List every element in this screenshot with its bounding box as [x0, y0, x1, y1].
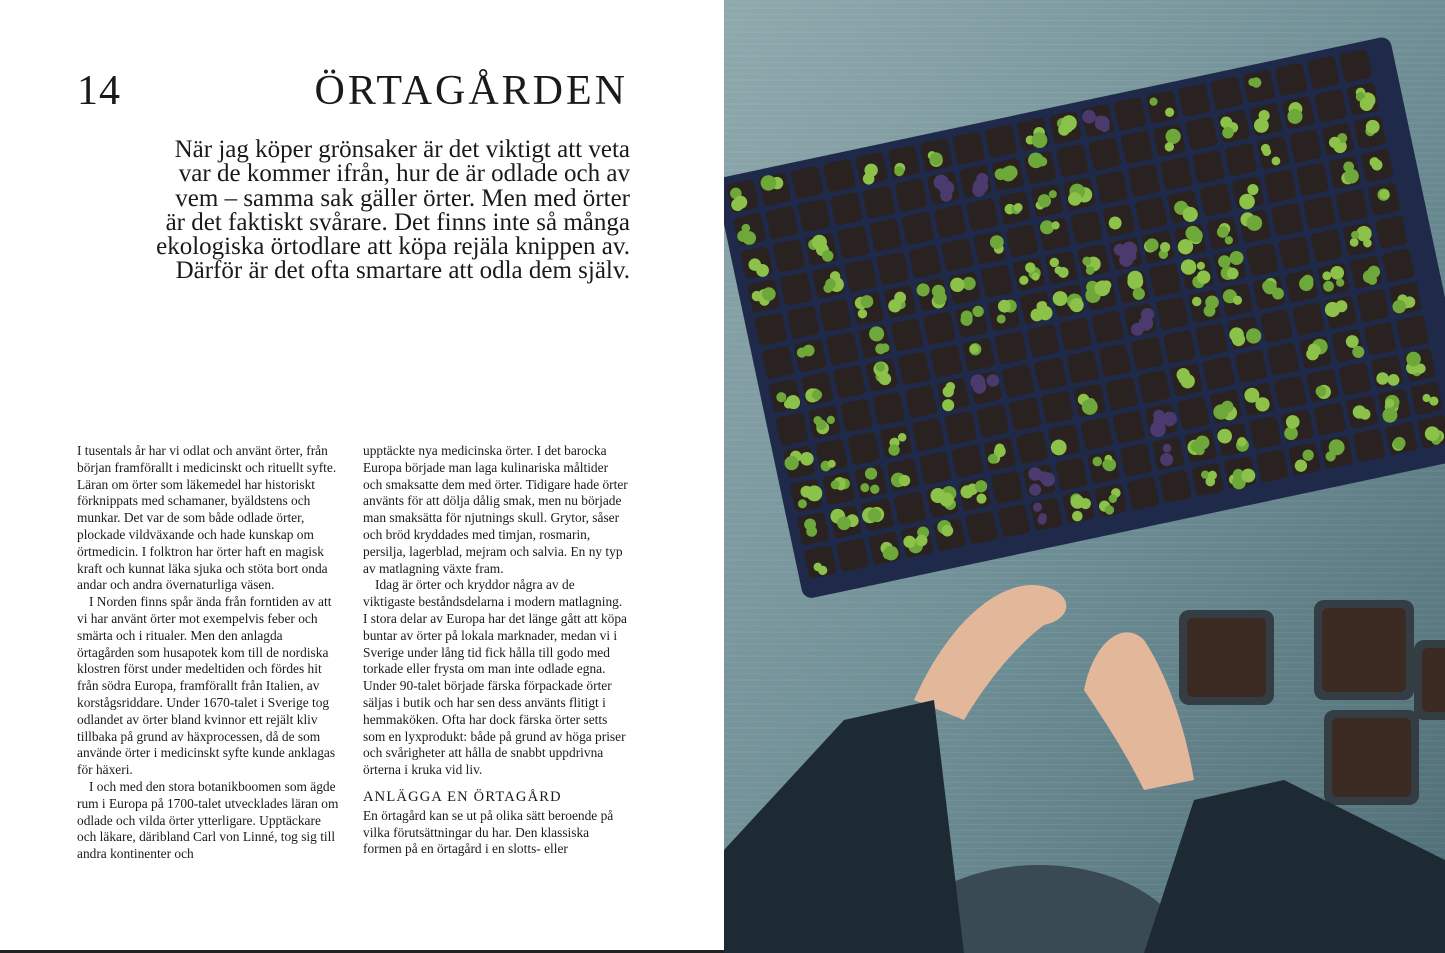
- tray-cell: [1338, 362, 1371, 396]
- tray-cell: [1027, 324, 1060, 358]
- tray-cell: [819, 298, 852, 332]
- tray-cell: [887, 145, 920, 179]
- tray-cell: [1192, 150, 1225, 184]
- chapter-title: ÖRTAGÅRDEN: [314, 68, 628, 114]
- tray-cell: [930, 344, 963, 378]
- tray-cell: [1335, 189, 1368, 223]
- tray-cell: [923, 311, 956, 345]
- tray-cell: [1289, 129, 1322, 163]
- tray-cell: [754, 312, 787, 346]
- tray-cell: [786, 305, 819, 339]
- tray-cell: [1278, 236, 1311, 270]
- tray-cell: [1303, 195, 1336, 229]
- tray-cell: [1224, 143, 1257, 177]
- tray-cell: [908, 245, 941, 279]
- tray-cell: [1008, 397, 1041, 431]
- tray-cell: [847, 431, 880, 465]
- tray-cell: [1159, 469, 1192, 503]
- tray-cell: [1041, 390, 1074, 424]
- photo-page: [724, 0, 1445, 953]
- tray-cell: [840, 398, 873, 432]
- tray-cell: [990, 470, 1023, 504]
- tray-cell: [1120, 130, 1153, 164]
- tray-cell: [1202, 356, 1235, 390]
- tray-cell: [1248, 416, 1281, 450]
- page-number: 14: [77, 68, 121, 114]
- column1-paragraph-2: I Norden finns spår ända från forntiden av att vi har använt örter mot exempelvis feber och smärta och i ritualer. Men den anlagda örtagården som husapotek kom till de nordiska klostren först under medeltiden och fördes hit från södra Europa, framförallt från Italien, av korstågsriddare. Under 1670-talet i Sverige tog odlandet av örter bland kvinnor ett rejält kliv tillbaka på grund av häxprocessen, då de som använde örter i medicinskt syfte kunde anklagas för häxeri.: [77, 594, 336, 778]
- tray-cell: [1363, 322, 1396, 356]
- tray-cell: [1127, 163, 1160, 197]
- tray-cell: [951, 444, 984, 478]
- tray-cell: [790, 165, 823, 199]
- tray-cell: [1138, 370, 1171, 404]
- tray-cell: [894, 178, 927, 212]
- tray-cell: [1160, 156, 1193, 190]
- tray-cell: [912, 418, 945, 452]
- tray-cell: [869, 218, 902, 252]
- tray-cell: [1134, 197, 1167, 231]
- tray-cell: [901, 211, 934, 245]
- tray-cell: [1260, 309, 1293, 343]
- tray-cell: [1195, 323, 1228, 357]
- tray-cell: [1149, 263, 1182, 297]
- tray-cell: [1030, 497, 1063, 531]
- tray-cell: [1066, 350, 1099, 384]
- seedling-tray-photo: [724, 0, 1445, 953]
- tray-cell: [965, 511, 998, 545]
- tray-cell: [1310, 229, 1343, 263]
- column2-paragraph-2: Idag är örter och kryddor några av de viktigaste beståndsdelarna i modern matlagning. I stora delar av Europa har det länge gått att köpa buntar av örter på lokala marknader, medan vi i Sverige under lång tid fick hålla till godo med torkade eller frysta om man inte odlade egna. Under 90-talet började färska förpackade örter säljas i butik och har sen dess använts flitigt i hemmaköken. Ofta har dock färska örter setts som en lyxprodukt: både på grund av höga priser och svårigheter att hålla de snabbt uppdrivna örterna i kruka vid liv.: [363, 577, 627, 778]
- pot-soil: [1322, 608, 1406, 692]
- tray-cell: [823, 158, 856, 192]
- tray-cell: [1199, 183, 1232, 217]
- pot-soil: [1332, 718, 1411, 797]
- tray-cell: [934, 204, 967, 238]
- tray-cell: [897, 351, 930, 385]
- column1-paragraph-3: I och med den stora botanikboomen som ägde rum i Europa på 1700-talet utvecklades läran om odlade och vilda örter ytterligare. Upptäckare och läkare, däribland Carl von Linné, tog sig till andra kontinenter och: [77, 778, 339, 862]
- tray-cell: [904, 384, 937, 418]
- tray-cell: [1112, 410, 1145, 444]
- tray-cell: [1178, 83, 1211, 117]
- tray-cell: [1292, 302, 1325, 336]
- tray-cell: [997, 504, 1030, 538]
- tray-cell: [798, 199, 831, 233]
- tray-cell: [1098, 343, 1131, 377]
- column1-paragraph-1: I tusentals år har vi odlat och använt örter, från början framförallt i medicinskt och rituellt syfte. Läran om örter som läkemedel har historiskt förknippats med schamaner, byäldstens och munkar. Det var de som både odlade örter, plockade vildväxande och hade kunskap om örtmedicin. I folktron har örter haft en magisk kraft och kunnat läka sjuka och stöta bort onda andar och andra övernaturliga väsen.: [77, 443, 337, 593]
- tray-cell: [966, 198, 999, 232]
- tray-cell: [844, 258, 877, 292]
- column2-paragraph-1: upptäckte nya medicinska örter. I det barocka Europa började man laga kulinariska måltider och smaksatte dem med örter. Tidigare hade örter använts för att dölja dålig smak, men nu började man smaksätta för njutnings skull. Grytor, såser och bröd kryddades med timjan, rosmarin, persilja, lagerblad, mejram och salvia. En ny typ av matlagning växte fram.: [363, 443, 628, 576]
- tray-cell: [1371, 355, 1404, 389]
- tray-cell: [1396, 315, 1429, 349]
- tray-cell: [1382, 248, 1415, 282]
- pot-soil: [1187, 618, 1266, 697]
- tray-cell: [1313, 402, 1346, 436]
- tray-cell: [1185, 116, 1218, 150]
- tray-cell: [1177, 396, 1210, 430]
- tray-cell: [944, 411, 977, 445]
- tray-cell: [1352, 428, 1385, 462]
- tray-cell: [1156, 296, 1189, 330]
- tray-cell: [1234, 349, 1267, 383]
- tray-cell: [919, 451, 952, 485]
- tray-cell: [1080, 417, 1113, 451]
- tray-cell: [1059, 317, 1092, 351]
- tray-cell: [775, 412, 808, 446]
- tray-cell: [1119, 443, 1152, 477]
- tray-cell: [761, 345, 794, 379]
- tray-cell: [1339, 49, 1372, 83]
- tray-cell: [980, 264, 1013, 298]
- tray-cell: [1271, 202, 1304, 236]
- tray-cell: [984, 124, 1017, 158]
- tray-cell: [1314, 89, 1347, 123]
- tray-cell: [994, 331, 1027, 365]
- tray-cell: [1015, 430, 1048, 464]
- tray-cell: [1210, 76, 1243, 110]
- tray-cell: [1113, 97, 1146, 131]
- tray-cell: [1275, 62, 1308, 96]
- tray-cell: [1296, 162, 1329, 196]
- tray-cell: [1070, 210, 1103, 244]
- tray-cell: [1307, 56, 1340, 90]
- tray-cell: [1105, 377, 1138, 411]
- tray-cell: [830, 192, 863, 226]
- tray-cell: [1095, 170, 1128, 204]
- tray-cell: [941, 238, 974, 272]
- tray-cell: [1056, 144, 1089, 178]
- tray-cell: [826, 332, 859, 366]
- tray-cell: [893, 491, 926, 525]
- tray-cell: [872, 391, 905, 425]
- tray-cell: [1264, 169, 1297, 203]
- tray-cell: [833, 365, 866, 399]
- tray-cell: [862, 185, 895, 219]
- lead-paragraph: När jag köper grönsaker är det viktigt att veta var de kommer ifrån, hur de är odlade och av vem – samma sak gäller örter. Men med örter är det faktiskt svårare. Det finns inte så många ekologiska örtodlare att köpa rejäla knippen av. Därför är det ofta smartare att odla dem själv.: [156, 136, 630, 285]
- tray-cell: [1005, 224, 1038, 258]
- tray-cell: [1088, 137, 1121, 171]
- tray-cell: [1356, 288, 1389, 322]
- tray-cell: [1146, 90, 1179, 124]
- tray-cell: [962, 337, 995, 371]
- tray-cell: [1256, 449, 1289, 483]
- tray-cell: [1130, 336, 1163, 370]
- section-subheading: ANLÄGGA EN ÖRTAGÅRD: [363, 788, 562, 805]
- tray-cell: [1375, 215, 1408, 249]
- tray-cell: [1034, 357, 1067, 391]
- tray-cell: [772, 239, 805, 273]
- tray-cell: [779, 272, 812, 306]
- tray-cell: [1245, 242, 1278, 276]
- tray-cell: [1267, 342, 1300, 376]
- tray-cell: [1126, 476, 1159, 510]
- tray-cell: [876, 251, 909, 285]
- body-column-1: [77, 443, 342, 863]
- tray-cell: [1274, 375, 1307, 409]
- tray-cell: [976, 404, 1009, 438]
- body-column-2: [363, 443, 628, 858]
- tray-cell: [765, 205, 798, 239]
- tray-cell: [1055, 457, 1088, 491]
- tray-cell: [1256, 136, 1289, 170]
- tray-cell: [1001, 364, 1034, 398]
- tray-cell: [890, 318, 923, 352]
- tray-cell: [952, 131, 985, 165]
- tray-cell: [836, 538, 869, 572]
- tray-cell: [1163, 330, 1196, 364]
- tray-cell: [1091, 310, 1124, 344]
- tray-cell: [837, 225, 870, 259]
- pot-soil: [1422, 648, 1445, 712]
- column2-paragraph-3: En örtagård kan se ut på olika sätt beroende på vilka förutsättningar du har. Den klassiska formen på en örtagård i en slotts- eller: [363, 807, 614, 857]
